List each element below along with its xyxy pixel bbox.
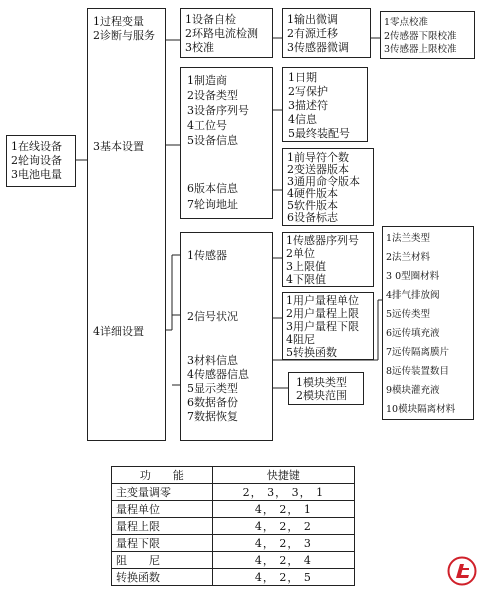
menu-version-info[interactable]: 6版本信息 [187,182,238,195]
menu-upper-limit[interactable]: 3上限值 [286,260,326,273]
menu-flange-material[interactable]: 2法兰材料 [386,252,431,263]
menu-user-range-unit[interactable]: 1用户量程单位 [286,294,359,307]
menu-write-protect[interactable]: 2写保护 [288,85,328,98]
menu-calibration[interactable]: 3校准 [185,41,214,54]
menu-module-range[interactable]: 2模块范围 [296,389,347,402]
menu-device-info[interactable]: 5设备信息 [187,134,238,147]
shortcut-cell: 4， 2， 5 [212,569,354,586]
menu-loop-test[interactable]: 2环路电流检测 [185,27,258,40]
menu-data-backup[interactable]: 6数据备份 [187,396,238,409]
menu-tag[interactable]: 4工位号 [187,119,227,132]
shortcut-cell: 4， 2， 1 [212,501,354,518]
menu-self-test[interactable]: 1设备自检 [185,13,236,26]
menu-hardware-rev[interactable]: 4硬件版本 [287,187,338,200]
shortcut-cell: 4， 2， 2 [212,518,354,535]
module-box [288,372,364,405]
device-info-box [282,67,368,142]
menu-software-rev[interactable]: 5软件版本 [287,199,338,212]
basic-setup-box [180,67,273,219]
calibration-box [282,8,371,58]
menu-poll-address[interactable]: 7轮询地址 [187,198,238,211]
function-cell: 转换函数 [112,569,213,586]
menu-sensor-serial[interactable]: 1传感器序列号 [286,234,359,247]
menu-drain-vent[interactable]: 4排气排放阀 [386,290,440,301]
sensor-trim-box [380,11,475,59]
menu-serial-number[interactable]: 3设备序列号 [187,104,249,117]
function-cell: 阻 尼 [112,552,213,569]
menu-battery-level[interactable]: 3电池电量 [11,168,62,181]
menu-sensor-trim[interactable]: 3传感器微调 [287,41,349,54]
menu-remote-seal-count[interactable]: 8远传装置数目 [386,366,450,377]
menu-process-variable[interactable]: 1过程变量 [93,15,144,28]
menu-poll-device[interactable]: 2轮询设备 [11,154,62,167]
menu-zero-trim[interactable]: 1零点校准 [384,17,429,28]
menu-module-isolator[interactable]: 10模块隔离材料 [386,404,456,415]
menu-message[interactable]: 4信息 [288,113,317,126]
function-cell: 主变量调零 [112,484,213,501]
signal-box [282,292,374,360]
brand-logo-icon [447,556,477,590]
menu-lower-limit[interactable]: 4下限值 [286,273,326,286]
menu-manufacturer[interactable]: 1制造商 [187,74,227,87]
function-cell: 量程上限 [112,518,213,535]
menu-descriptor[interactable]: 3描述符 [288,99,328,112]
table-row [112,518,355,535]
level1-box [6,135,76,187]
menu-remote-fill-fluid[interactable]: 6远传填充液 [386,328,440,339]
function-cell: 量程下限 [112,535,213,552]
level2-box [87,8,166,441]
menu-detailed-setup[interactable]: 4详细设置 [93,325,144,338]
menu-preamble[interactable]: 1前导符个数 [287,151,349,164]
menu-device-flags[interactable]: 6设备标志 [287,211,338,224]
detail-setup-box [180,232,273,441]
menu-output-trim[interactable]: 1输出微调 [287,13,338,26]
menu-signal-condition[interactable]: 2信号状况 [187,310,238,323]
menu-display-type[interactable]: 5显示类型 [187,382,238,395]
menu-transfer-function[interactable]: 5转换函数 [286,346,337,359]
shortcut-table [111,466,355,586]
menu-basic-setup[interactable]: 3基本设置 [93,140,144,153]
menu-date[interactable]: 1日期 [288,71,317,84]
menu-unit[interactable]: 2单位 [286,247,315,260]
menu-lower-trim[interactable]: 2传感器下限校准 [384,31,457,42]
function-cell: 量程单位 [112,501,213,518]
shortcut-cell: 4， 2， 3 [212,535,354,552]
shortcut-cell: 2， 3， 3， 1 [212,484,354,501]
menu-o-ring-material[interactable]: 3 0型圈材料 [386,271,440,282]
menu-material-info[interactable]: 3材料信息 [187,354,238,367]
menu-user-range-lower[interactable]: 3用户量程下限 [286,320,359,333]
table-row [112,535,355,552]
sensor-box [282,232,374,287]
menu-device-type[interactable]: 2设备类型 [187,89,238,102]
menu-module-type[interactable]: 1模块类型 [296,376,347,389]
menu-online-device[interactable]: 1在线设备 [11,140,62,153]
material-box [382,226,474,420]
menu-remote-seal-type[interactable]: 5远传类型 [386,309,431,320]
table-row [112,501,355,518]
header-shortcut: 快捷键 [212,467,354,484]
menu-final-assembly[interactable]: 5最终装配号 [288,127,350,140]
menu-flange-type[interactable]: 1法兰类型 [386,233,431,244]
header-function: 功 能 [112,467,213,484]
menu-upper-trim[interactable]: 3传感器上限校准 [384,44,457,55]
menu-remote-diaphragm[interactable]: 7远传隔离膜片 [386,347,450,358]
table-row [112,552,355,569]
diagnostics-box [180,8,273,58]
menu-sensor-info[interactable]: 4传感器信息 [187,368,249,381]
menu-user-range-upper[interactable]: 2用户量程上限 [286,307,359,320]
table-header-row [112,467,355,484]
menu-data-restore[interactable]: 7数据恢复 [187,410,238,423]
version-info-box [282,148,374,226]
menu-diagnostics-service[interactable]: 2诊断与服务 [93,29,155,42]
menu-damping[interactable]: 4阻尼 [286,333,315,346]
menu-universal-rev[interactable]: 3通用命令版本 [287,175,360,188]
shortcut-cell: 4， 2， 4 [212,552,354,569]
table-row [112,569,355,586]
menu-active-rerange[interactable]: 2有源迁移 [287,27,338,40]
menu-sensor[interactable]: 1传感器 [187,249,227,262]
menu-module-fill-fluid[interactable]: 9模块灌充液 [386,385,440,396]
menu-transmitter-rev[interactable]: 2变送器版本 [287,163,349,176]
table-row [112,484,355,501]
